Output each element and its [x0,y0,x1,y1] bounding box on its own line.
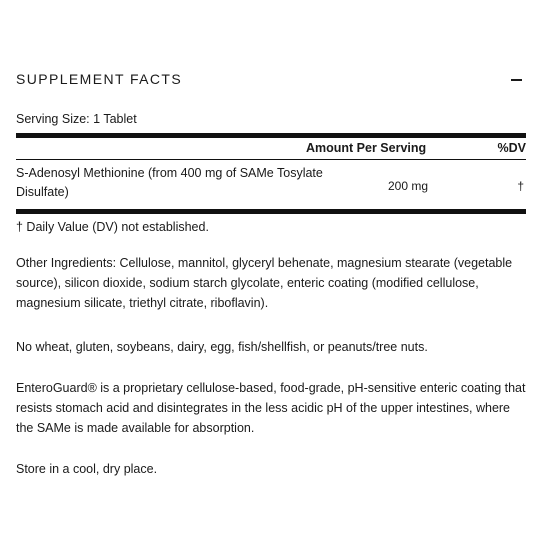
supplement-facts-header[interactable] [16,69,526,91]
table-row-ingredient-dv: † [517,179,524,193]
serving-size: Serving Size: 1 Tablet [16,112,137,126]
section-title: SUPPLEMENT FACTS [16,71,183,87]
allergen-statement: No wheat, gluten, soybeans, dairy, egg, fish/shellfish, or peanuts/tree nuts. [16,340,428,354]
table-header-rule [16,159,526,160]
dv-footnote: † Daily Value (DV) not established. [16,220,209,234]
table-row-ingredient-name: S-Adenosyl Methionine (from 400 mg of SAMe Tosylate Disulfate) [16,166,323,199]
other-ingredients: Other Ingredients: Cellulose, mannitol, glyceryl behenate, magnesium stearate (vegetable source), silicon dioxide, sodium starch glycolate, enteric coating (modified cellulose, magnesium silicate, triethyl citrate, riboflavin). [16,256,513,310]
table-row-ingredient-amount: 200 mg [388,179,429,193]
enteroguard-statement: EnteroGuard® is a proprietary cellulose-based, food-grade, pH-sensitive enteric coating that resists stomach acid and disintegrates in the less acidic pH of the upper intestines, where the SAMe is made available for absorption. [16,381,526,435]
storage-statement: Store in a cool, dry place. [16,462,158,476]
collapse-button[interactable] [508,69,526,89]
table-top-rule [16,133,526,138]
minus-icon [511,79,522,81]
column-header-dv: %DV [497,141,526,155]
table-bottom-rule [16,209,526,214]
column-header-amount: Amount Per Serving [306,141,427,155]
